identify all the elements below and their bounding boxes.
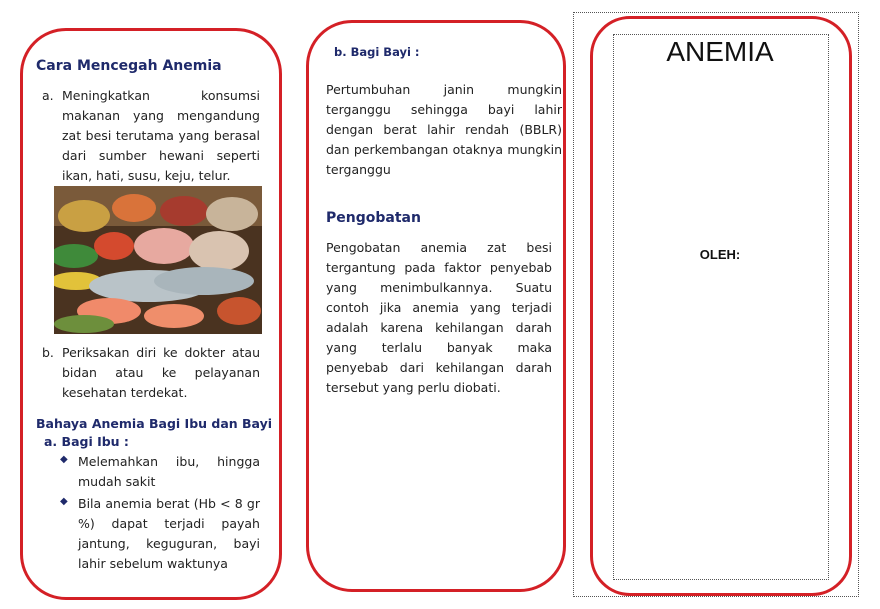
danger-title: Bahaya Anemia Bagi Ibu dan Bayi [36,416,273,431]
treatment-text: Pengobatan anemia zat besi tergantung pada faktor penyebab yang menimbulkannya. Suatu contoh jika anemia yang terjadi adalah karena kehilangan darah yang terlalu banyak maka penyebab dari kehilangan darah tersebut yang perlu diobati. [326,240,552,395]
diamond-bullet-icon: ◆ [60,496,68,507]
list-item [60,494,260,574]
bullet-text: Bila anemia berat (Hb < 8 gr %) dapat terjadi payah jantung, keguguran, bayi lahir sebelum waktunya [78,496,260,571]
danger-sub-bayi: b. Bagi Bayi : [334,45,420,59]
prevention-item-b-marker: b. [42,345,54,360]
cover-inner-frame [613,34,829,580]
prevention-item-b-text: Periksakan diri ke dokter atau bidan atau ke pelayanan kesehatan terdekat. [62,345,260,400]
bullet-text: Melemahkan ibu, hingga mudah sakit [78,454,260,489]
baby-text: Pertumbuhan janin mungkin terganggu sehingga bayi lahir dengan berat lahir rendah (BBLR) dan perkembangan otaknya mungkin terganggu [326,82,562,177]
diamond-bullet-icon: ◆ [60,454,68,465]
cover-title: ANEMIA [666,36,774,67]
cover-author-label: OLEH: [699,247,741,262]
food-photo-art [54,186,262,334]
prevention-title: Cara Mencegah Anemia [36,58,222,74]
danger-sub-ibu: a. Bagi Ibu : [44,434,129,449]
prevention-item-a-text: Meningkatkan konsumsi makanan yang mengandung zat besi terutama yang berasal dari sumber hewani seperti ikan, hati, susu, keju, telur. [62,88,260,183]
food-photo [54,186,262,334]
danger-bullet-list [60,452,260,574]
prevention-item-a-marker: a. [42,88,54,103]
list-item [60,452,260,492]
treatment-title: Pengobatan [326,210,421,226]
